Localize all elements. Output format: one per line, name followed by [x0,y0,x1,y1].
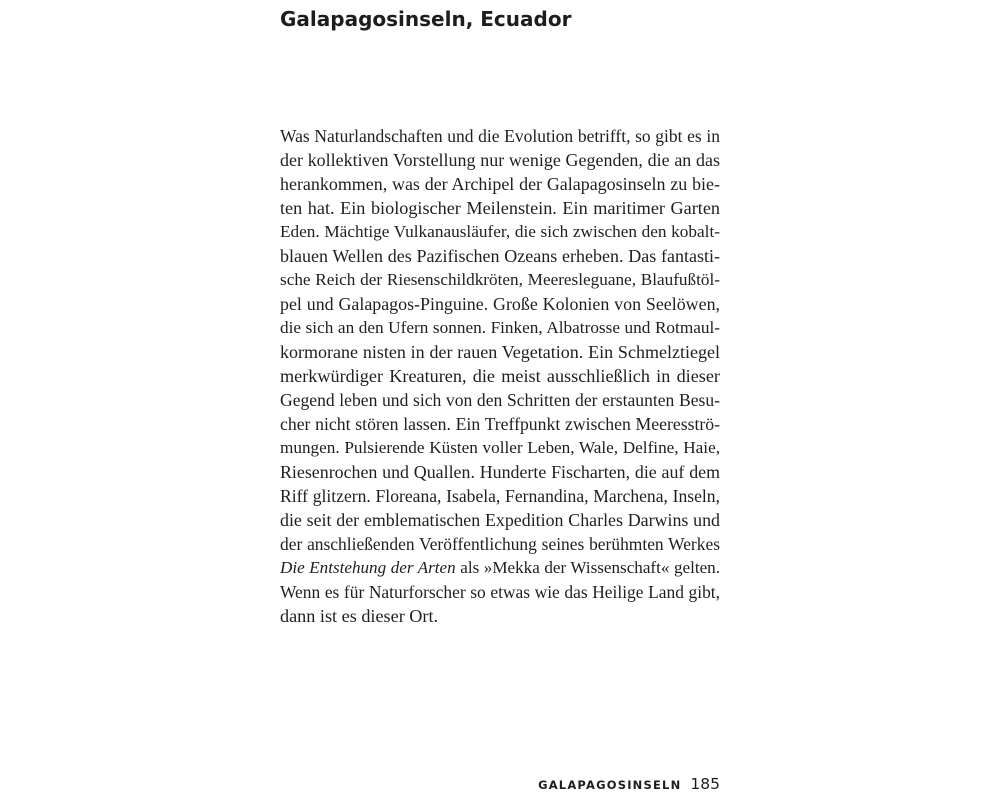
text-line: sche Reich der Riesenschildkröten, Meeresleguane, Blaufußtöl- [280,270,720,289]
text-line-with-book-title [280,556,720,580]
text-line: ten hat. Ein biologischer Meilenstein. Ein maritimer Garten [280,198,720,218]
page-heading: Galapagosinseln, Ecuador [280,7,572,31]
text-line: merkwürdiger Kreaturen, die meist ausschließlich in dieser [280,366,720,386]
text-line: Riff glitzern. Floreana, Isabela, Fernandina, Marchena, Inseln, [280,486,720,506]
page-footer [538,772,720,796]
text-line: Riesenrochen und Quallen. Hunderte Fischarten, die auf dem [280,462,720,482]
text-line: Eden. Mächtige Vulkanausläufer, die sich zwischen den kobalt- [280,222,720,241]
running-head: GALAPAGOSINSELN [538,778,682,792]
body-text [280,124,720,628]
book-title: Die Entstehung der Arten [280,558,456,577]
text-line: cher nicht stören lassen. Ein Treffpunkt zwischen Meeresströ- [280,414,720,434]
text-line: die sich an den Ufern sonnen. Finken, Albatrosse und Rotmaul- [280,318,720,337]
text-line: der anschließenden Veröffentlichung seines berühmten Werkes [280,534,720,554]
text-line: Gegend leben und sich von den Schritten der erstaunten Besu- [280,390,720,410]
text-line: Was Naturlandschaften und die Evolution betrifft, so gibt es in [280,126,720,146]
text-line: blauen Wellen des Pazifischen Ozeans erheben. Das fantasti- [280,246,720,266]
page-number: 185 [690,775,720,793]
text-line: Wenn es für Naturforscher so etwas wie das Heilige Land gibt, [280,582,720,602]
text-line: herankommen, was der Archipel der Galapagosinseln zu bie- [280,174,720,194]
text-line: pel und Galapagos-Pinguine. Große Kolonien von Seelöwen, [280,294,720,314]
text-line: die seit der emblematischen Expedition Charles Darwins und [280,510,720,530]
text-line: dann ist es dieser Ort. [280,606,439,626]
text-line: mungen. Pulsierende Küsten voller Leben, Wale, Delfine, Haie, [280,438,720,457]
text-line: kormorane nisten in der rauen Vegetation. Ein Schmelztiegel [280,342,720,362]
text-line-rest: als »Mekka der Wissenschaft« gelten. [455,558,720,577]
text-line: der kollektiven Vorstellung nur wenige Gegenden, die an das [280,150,720,170]
